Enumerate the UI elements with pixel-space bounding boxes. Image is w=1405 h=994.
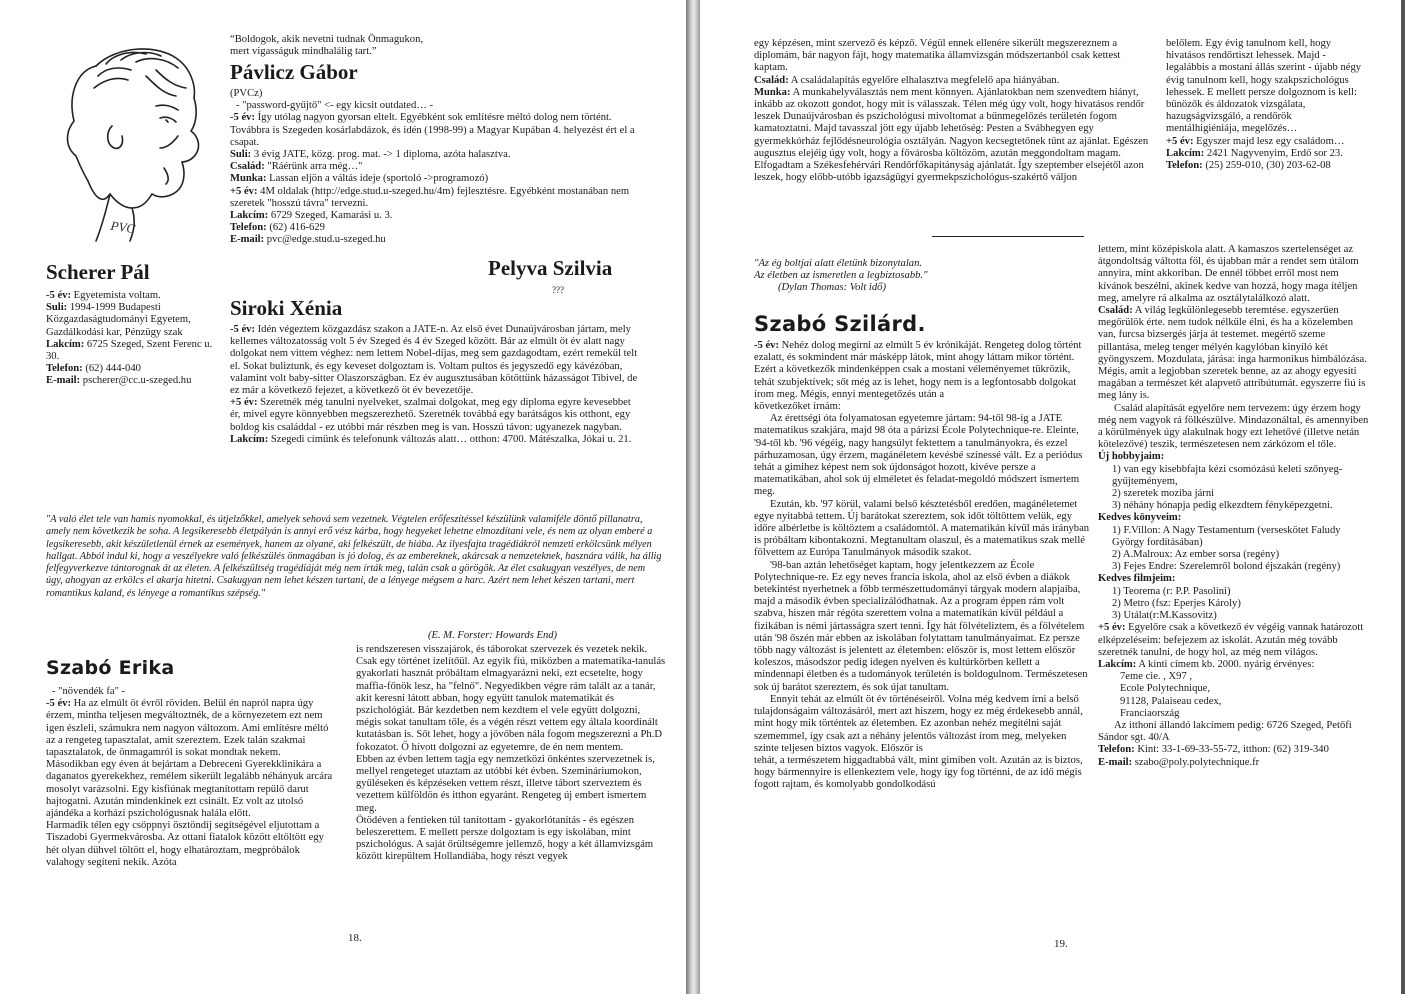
caricature-drawing [36,36,216,251]
scherer-field-text: 1994-1999 Budapesti Közgazdaságtudományi Egyetem, Gazdálkodási kar, Pénzügy szak [46,302,191,338]
erika-cont-lines [754,75,1154,185]
erika-lead [46,698,338,759]
siroki-lines [230,324,642,446]
pavlicz-nick: (PVCz) [230,88,263,99]
address-line: Franciaország [1120,707,1180,719]
erika-cont-col2 [1166,38,1366,172]
siroki-profile [230,324,642,446]
pavlicz-field-label: Lakcím: [230,210,269,222]
erika-field-label: Munka: [754,86,791,98]
siroki-name: Siroki Xénia [230,296,343,320]
siroki-field-text: Szegedi címünk és telefonunk változás alatt… otthon: 4700. Mátészalka, Jókai u. 21. [268,433,632,445]
szilard-col1 [754,340,1092,792]
left-page-number: 18. [348,932,362,944]
szilard-p5: Ennyit tehát az elmúlt öt év történéseiről. Volna még kedvem írni a belső tulajdonságaim változásáról, mert azt hiszem, hogy ez még érdekesebb annál, mint hogy mik történtek az életemben. Ez azonban nehéz megítélni saját szememmel, így csak azt a néhány jelentős változást írom meg, melyeken szinte teljesen biztos vagyok. Először is [754,693,1083,754]
forster-source: (E. M. Forster: Howards End) [428,630,558,641]
scherer-field [46,302,218,339]
address-line: 91128, Palaiseau cedex, [1120,695,1222,707]
book-item: 3) Fejes Endre: Szerelemről bolond éjszakán (regény) [1112,561,1341,573]
erika-field-text: 2421 Nagyvenyim, Erdő sor 23. [1204,147,1343,159]
scherer-field-label: Telefon: [46,363,83,375]
hobby-list [1098,464,1370,513]
page-edge [1401,0,1405,994]
film-item: 2) Metro (fsz: Eperjes Károly) [1112,597,1241,609]
motto-line-1: “Boldogok, akik nevetni tudnak Önmagukon, [230,34,424,45]
pavlicz-field-text: "Ráérünk arra még…" [264,161,363,173]
szilard-col2 [1098,244,1370,769]
erika-field-text: A családalapítás egyelőre elhalasztva megfelelő apa hiányában. [788,74,1060,86]
pavlicz-field-text: 3 évig JATE, közg. prog. mat. -> 1 diploma, azóta halasztva. [251,149,511,161]
erika-cont-col2-lines [1166,136,1366,173]
films-list [1098,586,1370,623]
szilard-csalad-label: Család: [1098,305,1133,317]
pavlicz-field-text: 4M oldalak (http://edge.stud.u-szeged.hu/4m) fejlesztésre. Egyébként mostanában nem szeretek "hosszú távra" tervezni. [230,185,630,209]
books-title: Kedves könyveim: [1098,512,1182,524]
siroki-field [230,397,642,434]
szilard-telefon-text: Kint: 33-1-69-33-55-72, itthon: (62) 319-340 [1134,744,1329,756]
siroki-field-text: Szeretnék még tanulni nyelveket, szalmai dolgokat, meg egy diploma egyre kevesebbet ér, mivel egyre könnyebben megszerezhető. Szeretnék továbbá egy barátságos kis otthont, egy boldog kis családdal - ez utóbbi már részben meg is van. Hosszú távon: ugyanezek nagyban. [230,397,631,433]
left-page [0,0,686,994]
section-divider [932,236,1084,237]
szilard-col2-p1: lettem, mint középiskola alatt. A kamaszos szertelenséget az átgondoltság váltotta föl, és újabban már a rendet sem útálom annyira, mint akkoriban. De ennél többet erről most nem kívánok beszélni, akinek kedve van hozzá, hogy maga ítéljen meg, amelyre rá alkalma az osztálytalálkozó alatt. [1098,244,1359,304]
szilard-plus5-text: Egyelőre csak a következő év végéig vannak határozott elképzeléseim: befejezem az iskolát. Azután még tovább szeretnék tanulni, de hogy hol, az még nem világos. [1098,622,1364,658]
siroki-field-label: -5 év: [230,324,255,335]
address-list [1120,671,1370,720]
siroki-field-text: Idén végeztem közgazdász szakon a JATE-n. Az első évet Dunaújvárosban jártam, mely kellemes változatosság volt 5 év Szeged és 4 év Szeged között. Bár az elmúlt öt év alatt nagy dolgokat nem vittem véghez: nem lettem Nobel-díjas, meg sem gazdagodtam, ezért remekül telt el. Sokat buliztunk, és egy keveset dolgoztam is. Voltam pultos és jegyszedő egy kávézóban, valamint volt baby-sitter Olaszországban. Ez év augusztusában kötöttünk házasságot Tibivel, de ez már a következő fejezet, a következő öt év bevezetője. [230,324,638,397]
szilard-name: Szabó Szilárd. [754,312,926,336]
szilard-telefon-label: Telefon: [1098,744,1135,756]
pavlicz-tag: - "password-gyűjtő" <- egy kicsit outdated… - [236,100,434,112]
thomas-quote-line-1: "Az ég boltjai alatt életünk bizonytalan. [754,258,923,269]
pavlicz-field [230,234,650,246]
caricature-signature: PVC [109,217,137,237]
erika-name: Szabó Erika [46,657,175,679]
szilard-lead-label: -5 év: [754,340,779,351]
right-page [700,0,1405,994]
szilard-plus5-label: +5 év: [1098,622,1126,634]
pavlicz-name: Pávlicz Gábor [230,60,358,84]
hobby-item: 1) van egy kisebbfajta kézi csomózású keleti szőnyeg-gyűjteményem, [1112,463,1343,487]
erika-lead-label: -5 év: [46,698,71,710]
scherer-lines [46,290,218,388]
scherer-field [46,339,218,363]
szilard-email-label: E-mail: [1098,756,1133,768]
book-item: 2) A.Malroux: Az ember sorsa (regény) [1112,549,1280,561]
scherer-field-label: Suli: [46,302,68,314]
szilard-lead-text: Nehéz dolog megírni az elmúlt 5 év krónikáját. Rengeteg dolog történt ezalatt, és sokmindent már másképp látok, mint ahogy láttam mikor történt. Ezért a következők mindenképpen csak a mostani véleményemet tükrözik, tehát szubjektívek; sőt még az is lehet, hogy nem is a legfontosabb dolgokat írom meg. Mégis, ennyi mentegetőzés után a [754,340,1082,400]
scherer-field-label: Lakcím: [46,338,85,350]
szilard-lead [754,340,1092,401]
erika-field [1166,136,1366,148]
pavlicz-field [230,112,650,149]
erika-col2 [356,644,666,864]
szilard-lead-end: következőket írnám: [754,401,841,413]
szilard-email-text: szabo@poly.polytechnique.fr [1132,756,1260,768]
siroki-field [230,434,642,446]
pavlicz-field-label: -5 év: [230,112,255,124]
right-page-number: 19. [1054,938,1068,950]
scherer-field-text: 6725 Szeged, Szent Ferenc u. 30. [46,338,213,363]
szilard-lakcim [1098,659,1370,671]
motto-line-2: mert vigasságuk mindhalálig tart.” [230,46,377,58]
erika-field [754,87,1154,185]
scherer-field [46,290,218,302]
pavlicz-field-text: Így utólag nagyon gyorsan eltelt. Egyébként sok említésre méltó dolog nem történt. Továbbra is Szegeden kosárlabdázok, és idén (1998-99) a Magyar Kupában 4. helyezést ért el a csapat. [230,112,635,148]
szilard-p4: '98-ban aztán lehetőséget kaptam, hogy jelentkezzem az École Polytechnique-re. Ez egy neves francia iskola, ahol az első évben a diákok betekintést nyerhetnek a főbb természettudományi tárgyak modern alapjaiba, majd a második évben specializálódhatnak. Az a program éppen rám volt szabva, hiszen már régóta szerettem volna a matematikán kívül például a fizikában is némi jártasságra szert tenni. Így hát fölvételiztem, és a fölvételem után '98 őszén már ebben az iskolában folytattam tanulmányaimat. Ez persze több nagy változást is jelentett az életemben: először is, most lettem először koleszos, másodszor pedig idegen nyelven és kultúrkörben kellett a mindennapi életben és a tudományok területén is boldogulnom. Természetesen sok új barátot szereztem, és sok újat tanultam. [754,559,1088,693]
erika-field-label: +5 év: [1166,135,1194,147]
films-title: Kedves filmjeim: [1098,573,1176,585]
erika-p2: Másodikban egy éven át bejártam a Debreceni Gyerekklinikára a daganatos gyerekekhez, remélem sikerült legalább néhányuk arcára mosolyt varázsolni. Egy kisfiúnak megtanítottam repülő darut hajtogatni. Azután mindenkinek ezt csinált. Ez volt az utolsó ajándéka a korházi pszichológusnak halála előtt. [46,759,333,820]
pavlicz-field-text: Lassan eljön a váltás ideje (sportoló ->programozó) [266,173,489,185]
pavlicz-field [230,186,650,210]
szilard-home-address: Az itthoni állandó lakcímem pedig: 6726 Szeged, Petőfi Sándor sgt. 40/A [1098,719,1352,744]
szilard-telefon [1098,744,1370,756]
siroki-field-label: +5 év: [230,397,258,409]
scherer-field-label: -5 év: [46,290,71,301]
pavlicz-lines [230,112,650,246]
erika-field [754,75,1154,87]
film-item: 1) Teorema (r: P.P. Pasolini) [1112,585,1231,597]
pavlicz-field-label: Suli: [230,149,252,161]
hobby-item: 2) szeretek moziba járni [1112,488,1215,500]
pavlicz-motto [230,34,650,58]
scherer-field-text: pscherer@cc.u-szeged.hu [80,375,192,387]
szilard-lakcim-label: Lakcím: [1098,658,1137,670]
pavlicz-field-text: pvc@edge.stud.u-szeged.hu [264,234,386,246]
address-line: Ecole Polytechnique, [1120,683,1211,695]
thomas-quote-line-2: Az életben az ismeretlen a legbiztosabb." [754,270,928,282]
address-line: 7eme cie. , X97 , [1120,671,1193,683]
erika-col2-p2: Ebben az évben lettem tagja egy nemzetközi önkéntes szervezetnek is, mellyel rengeteget utaztam az utóbbi két évben. Szemináriumokon, gyűléseken és képzéseken vettem részt, illetve tábort szerveztem és vezettem külföldön és itthon egyaránt. Rengeteg új embert ismertem meg. [356,753,655,814]
erika-tag: - "növendék fa" - [52,686,126,697]
thomas-quote [754,258,1094,295]
erika-field-label: Telefon: [1166,160,1203,172]
erika-field-label: Család: [754,74,789,86]
scherer-field-text: Egyetemista voltam. [71,290,161,301]
pavlicz-field-text: (62) 416-629 [266,222,325,234]
pelyva-name: Pelyva Szilvia [488,256,613,280]
scherer-name: Scherer Pál [46,260,150,284]
erika-p3: Harmadik télen egy csöppnyi ösztöndíj segítségével eljutottam a Tiszadobi Gyermekvárosba. Az ottani fiatalok között eltöltött egy hét olyan dühvel töltött el, hogy elhatároztam, megpróbálok valahogy segíteni nekik. Azóta [46,820,324,868]
erika-field-label: Lakcím: [1166,147,1205,159]
erika-field-text: Egyszer majd lesz egy családom… [1193,135,1345,147]
erika-col2-p3: Ötödéven a fentieken túl tanítottam - gyakorlótanítás - és egészen beleszerettem. E mellett persze dolgoztam is egy iskolában, mint pszichológus. A saját őrültségemre jellemző, hogy a két államvizsgám között kirepültem Hollandiába, hogy részt vegyek [356,814,654,863]
pavlicz-field-label: Munka: [230,173,267,185]
forster-quote: "A való élet tele van hamis nyomokkal, és útjelzőkkel, amelyek sehová sem vezetnek. Végtelen erőfeszítéssel készülünk valamiféle döntő pillanatra, amely nem következik be soha. A legsikeresebb életpályán is annyi erő vész kárba, hogy hegyeket lehetne elmozdítani vele, és nem az olyan emberé a legsikeresebb, akit készületlenül érnek az események, hanem az olyané, aki felkészült, de hiába. Az ilyesfajta tragédiákról nemzeti erkölcsünk mélyen hallgat. Abból indul ki, hogy a veszélyekre való felkészülés önmagában is jó dolog, és az embereknek, akárcsak a nemzeteknek, hasznára válik, ha állig felfegyverkezve tántorognak át az életen. A felkészültség tragédiáját még nem írták meg, talán csak a görögök. Az élet csakugyan veszélyes, de nem úgy, ahogyan az erkölcs el akarja hitetni. Csakugyan nem lehet készen tartani, de a lényege mégsem a harc. Azért nem lehet készen tartani, mert romantikus kaland, és lényege a romantikus szépség." [46,514,662,599]
pavlicz-field-label: E-mail: [230,234,265,246]
erika-lead-text: Ha az elmúlt öt évről röviden. Belül én napról napra úgy érzem, mintha teljesen megváltoztnék, de a környezetem ezt nem igen észleli, számukra nem nagyon változom. Ami említésre méltó az a rengeteg tapasztalat, amit szereztem. Ezek talán szakmai tapasztalatok, de önmagamról is sokat mondtak nekem. [46,698,329,759]
szilard-p6: tehát, a természetem higgadtabbá vált, mint gimiben volt. Azután az is biztos, hogy bármennyire is ellenkeztem vele, hogy így fog történni, de az idő mégis fogott rajtam, és komolyabb gondolkodású [754,754,1083,791]
szilard-p2: Az érettségi óta folyamatosan egyetemre jártam: 94-től 98-ig a JATE matematikus szakjára, majd 98 óta a párizsi École Polytechnique-re. Eleinte, '94-től kb. '96 végéig, nagy hangsúlyt fektettem a tanulmányokra, és ezzel párhuzamosan, úgy érzem, magánéletem kevésbé színessé vált. Ez a periódus tehát a gimihez képest nem sok újdonságot hozott, kivéve persze a matematikában, ahol sok új elméletet és feladat-megoldó módszert ismertem meg. [754,413,1083,498]
film-item: 3) Utálat(r:M.Kassovitz) [1112,610,1217,622]
erika-col2-p1: is rendszeresen visszajárok, és táborokat szervezek és vezetek nekik. Csak egy történet izelítőül. Az egyik fiú, miközben a matematika-tanulás gyakorlati hasznát próbáltam elmagyarázni neki, ezt ecsetelte, hogy maffia-főnök lesz, ha "felnő". Negyedikben végre rám talált az a tanár, akit keresni látott abban, hogy együtt tanulok matematikát és pszichológiát. Bár kezdetben nem kezdtem el vele együtt dolgozni, mégis sokat tanultam tőle, és a végén részt vettem egy általa koordinált kutatásban is. Sőt lehet, hogy a jövőben nála fogom megszerezni a Ph.D fokozatot. Ő hívott dolgozni az egyetemre, de én nem mentem. [356,644,666,753]
erika-cont-col2-p1: belőlem. Egy évig tanulnom kell, hogy hivatásos rendőrtiszt lehessek. Majd - legalábbis a mostani állás szerint - újabb négy évig tanulnom kell, hogy szakpszichológus lehessek. E mellett persze dolgoznom is kell: bűnözők és áldozatok vizsgálata, hazugságvizsgáló, a rendőrök mentálhigiéniája, megelőzés… [1166,38,1362,135]
thomas-source: (Dylan Thomas: Volt idő) [778,282,886,294]
pavlicz-field [230,173,650,185]
book-item: 1) F.Villon: A Nagy Testamentum (verseskötet Faludy György fordításában) [1112,524,1341,548]
szilard-email [1098,757,1370,769]
scherer-profile [46,290,218,388]
erika-field-text: (25) 259-010, (30) 203-62-08 [1202,160,1331,172]
hobby-title: Új hobbyjaim: [1098,451,1165,463]
pavlicz-field-label: Telefon: [230,222,267,234]
pavlicz-field [230,222,650,234]
pavlicz-field-label: Család: [230,161,265,173]
erika-col1 [46,686,338,869]
szilard-col2-p3: Család alapítását egyelőre nem tervezem: úgy érzem hogy még nem vagyok rá fölkészülve. Mindazonáltal, és amennyiben a körülmények úgy alakulnak hogy ezt lehetővé (illetve netán kötelezővé) teszik, természetesen nem zárkózom el tőle. [1098,402,1369,451]
scherer-field [46,363,218,375]
hobby-item: 3) néhány hónapja pedig elkezdtem fényképezgetni. [1112,500,1333,512]
books-list [1098,525,1370,574]
pelyva-note: ??? [552,285,564,295]
scherer-field [46,375,218,387]
szilard-p3: Ezután, kb. '97 körül, valami belső késztetésből eredően, magánéletemet egye nyitabbá tettem. Új barátokat szereztem, sok időt töltöttem velük, egy időre albérletbe is költöztem a családomtól. A matematikán kívül más irányban is próbáltam kibontakozni. Megtanultam olaszul, és a matematikus szak mellé fölvettem az Európa Tanulmányok második szakot. [754,498,1090,559]
pavlicz-field-text: 6729 Szeged, Kamarási u. 3. [268,210,393,222]
erika-field [1166,160,1366,172]
siroki-field [230,324,642,397]
scherer-field-text: (62) 444-040 [82,363,141,375]
szilard-plus5 [1098,622,1370,659]
szilard-csalad-text: A világ legkülönlegesebb teremtése. egyszerűen megőrülök érte. nem tudok nélküle élni, és ha a közelemben van, furcsa bizsergés járja át testemet. megértő szeme pillantása, meleg tenger mélyén kagylóban kinyíló két gyöngyszem. Mozdulata, járása: inga harmonikus himbálózása. Mégis, amit a legjobban szeretek benne, az az ahogy egyesíti magában a természet két alapvető attribútumát. egyszerre fiú is meg lány is. [1098,305,1367,402]
pavlicz-field-label: +5 év: [230,185,258,197]
pavlicz-field [230,149,650,161]
pavlicz-profile [230,88,650,247]
szilard-csalad [1098,305,1370,403]
erika-field [1166,148,1366,160]
siroki-field-label: Lakcím: [230,433,269,445]
book-gutter [686,0,700,994]
szilard-lakcim-text: A kinti címem kb. 2000. nyárig érvényes: [1136,658,1315,670]
pavlicz-field [230,210,650,222]
erika-cont-p1: egy képzésen, mint szervező és képző. Végül ennek ellenére sikerült megszereznem a diplomám, bár nagyon fájt, hogy matematika államvizsgán módszertanból csak kettest kaptam. [754,38,1121,74]
erika-cont-col1 [754,38,1154,184]
erika-field-text: A munkahelyválasztás nem ment könnyen. Ajánlatokban nem szenvedtem hiányt, inkább az okozott gondot, hogy mit is válasszak. Télen még úgy volt, hogy hivatásos rendőr leszek Dunaújvárosban és pszichológusi mivoltomat a bűnmegelőzés területén fogom kamatoztatni. Majd tavasszal jött egy újabb lehetőség: Pesten a Svábhegyen egy gyermekkórház fejlődésneurológia osztályán. Nagyon kecsegtetőnek tűnt az ajánlat. Egészen augusztus elejéig úgy volt, hogy a fővárosba költözöm, azután meggondoltam magam. Elfogadtam a Székesfehérvári Rendőrfőkapitányság ajánlatát. Így szeptember elsejétől azon leszek, hogy előbb-utóbb igazságügyi gyermekpszichológus-szakértő váljon [754,86,1149,184]
pavlicz-field [230,161,650,173]
scherer-field-label: E-mail: [46,375,81,387]
